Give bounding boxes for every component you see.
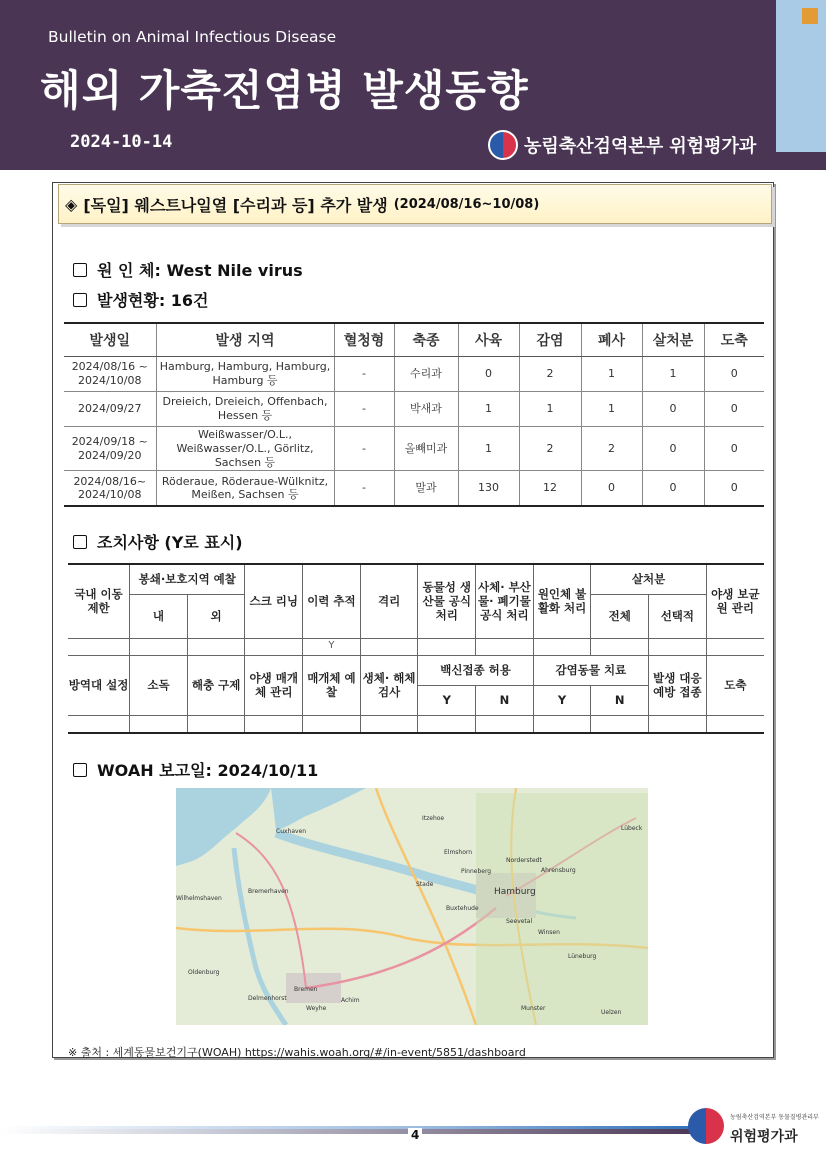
cell-raised: 0 <box>458 357 519 392</box>
bullet-measures <box>73 530 243 553</box>
page-number: 4 <box>408 1128 422 1142</box>
cell-region: Dreieich, Dreieich, Offenbach, Hessen 등 <box>156 392 334 427</box>
cell-infected: 2 <box>519 357 581 392</box>
header-treatment: 감염동물 치료 <box>533 655 648 685</box>
table-row <box>64 392 764 427</box>
header-accent-bar <box>776 0 826 152</box>
measures-value-row-1 <box>68 638 764 655</box>
map-label: Elmshorn <box>444 849 473 856</box>
header-culling-selective: 선택적 <box>649 594 707 638</box>
cell-slaughtered: 0 <box>704 471 764 507</box>
measures-value-row-2 <box>68 715 764 733</box>
cell-region: Weißwasser/O.L., Weißwasser/O.L., Görlitz, Sachsen 등 <box>156 427 334 471</box>
woah-text: WOAH 보고일: 2024/10/11 <box>97 761 319 780</box>
map-label: Achim <box>341 997 360 1004</box>
cell-raised: 1 <box>458 392 519 427</box>
header-wildlife: 야생 보균원 관리 <box>706 564 764 638</box>
map-label: Uelzen <box>601 1009 622 1016</box>
header-treat-n: N <box>591 685 649 715</box>
bullet-status <box>73 288 209 311</box>
cell-culled: 0 <box>642 392 704 427</box>
header-zone-in: 내 <box>130 594 188 638</box>
header-movement: 국내 이동 제한 <box>68 564 130 638</box>
footer-dept: 위험평가과 <box>730 1129 798 1145</box>
cell-slaughtered: 0 <box>704 392 764 427</box>
column-header: 도축 <box>704 323 764 357</box>
cell-slaughtered: 0 <box>704 427 764 471</box>
header-treat-y: Y <box>533 685 591 715</box>
cell-raised: 1 <box>458 427 519 471</box>
agency-name: 농림축산검역본부 위험평가과 <box>524 136 757 157</box>
section-period: (2024/08/16~10/08) <box>393 196 540 212</box>
section-heading <box>58 184 772 224</box>
map-label: Bremen <box>294 986 318 993</box>
header-vaccine-n: N <box>476 685 534 715</box>
table-row <box>64 427 764 471</box>
header-culling-all: 전체 <box>591 594 649 638</box>
source-prefix: ※ 출처 : 세계동물보건기구(WOAH) <box>68 1046 245 1059</box>
header-carcass: 사체· 부산물· 폐기물 공식 처리 <box>476 564 534 638</box>
map-label: Munster <box>521 1005 546 1012</box>
header-disinfection: 소독 <box>130 655 188 715</box>
map-label: Cuxhaven <box>276 828 307 835</box>
agent-text: 원 인 체: West Nile virus <box>97 261 303 280</box>
header-vaccine-y: Y <box>418 685 476 715</box>
bullet-woah <box>73 758 318 781</box>
source-note <box>68 1044 526 1060</box>
map-label: Wilhelmshaven <box>176 895 222 902</box>
header-vector-surveillance: 매개체 예찰 <box>303 655 361 715</box>
tracing-mark: Y <box>303 638 361 655</box>
map-label: Stade <box>416 881 434 888</box>
header-quarantine: 격리 <box>360 564 418 638</box>
cell-date: 2024/08/16 ~ 2024/10/08 <box>64 357 156 392</box>
header-products: 동물성 생산물 공식 처리 <box>418 564 476 638</box>
header-outbreak-vaccination: 발생 대응 예방 접종 <box>649 655 707 715</box>
map-label: Itzehoe <box>422 815 445 822</box>
column-header: 발생 지역 <box>156 323 334 357</box>
taegeuk-logo-icon <box>488 130 518 160</box>
checkbox-square-icon <box>73 535 87 549</box>
cell-slaughtered: 0 <box>704 357 764 392</box>
map-label: Bremerhaven <box>248 888 289 895</box>
footer-taegeuk-logo-icon <box>688 1108 724 1144</box>
header-zone-out: 외 <box>187 594 245 638</box>
outbreak-table <box>64 322 764 507</box>
table-header-row <box>64 323 764 357</box>
diamond-icon: ◈ <box>65 194 78 214</box>
bulletin-subtitle: Bulletin on Animal Infectious Disease <box>48 28 337 46</box>
header-wild-vector: 야생 매개체 관리 <box>245 655 303 715</box>
map-label: Norderstedt <box>506 857 542 864</box>
cell-serotype: - <box>334 392 394 427</box>
cell-serotype: - <box>334 427 394 471</box>
page-title: 해외 가축전염병 발생동향 <box>40 66 529 115</box>
cell-dead: 1 <box>581 357 642 392</box>
header-accent-square <box>802 8 818 24</box>
cell-infected: 12 <box>519 471 581 507</box>
header-vaccination: 백신접종 허용 <box>418 655 533 685</box>
cell-region: Röderaue, Röderaue-Wülknitz, Meißen, Sachsen 등 <box>156 471 334 507</box>
measures-header-row-3 <box>68 655 764 685</box>
section-title: [독일] 웨스트나일열 [수리과 등] 추가 발생 <box>83 195 388 215</box>
cell-species: 수리과 <box>394 357 458 392</box>
header-inactivation: 원인체 불활화 처리 <box>533 564 591 638</box>
cell-date: 2024/09/18 ~ 2024/09/20 <box>64 427 156 471</box>
header-tracing: 이력 추적 <box>303 564 361 638</box>
measures-header-row-1 <box>68 564 764 594</box>
cell-serotype: - <box>334 357 394 392</box>
cell-raised: 130 <box>458 471 519 507</box>
checkbox-square-icon <box>73 293 87 307</box>
cell-culled: 0 <box>642 427 704 471</box>
column-header: 살처분 <box>642 323 704 357</box>
column-header: 축종 <box>394 323 458 357</box>
cell-dead: 2 <box>581 427 642 471</box>
cell-species: 박새과 <box>394 392 458 427</box>
map-label: Oldenburg <box>188 969 220 976</box>
cell-date: 2024/09/27 <box>64 392 156 427</box>
cell-serotype: - <box>334 471 394 507</box>
publish-date: 2024-10-14 <box>70 132 173 152</box>
column-header: 폐사 <box>581 323 642 357</box>
map-label: Lübeck <box>621 825 643 832</box>
column-header: 혈청형 <box>334 323 394 357</box>
cell-species: 올빼미과 <box>394 427 458 471</box>
header-screening: 스크 리닝 <box>245 564 303 638</box>
map-label: Hamburg <box>494 887 536 897</box>
map-label: Lüneburg <box>568 953 597 960</box>
outbreak-map <box>176 788 648 1025</box>
footer-org: 농림축산검역본부 동물질병관리부 <box>730 1114 819 1121</box>
column-header: 사육 <box>458 323 519 357</box>
header-culling: 살처분 <box>591 564 706 594</box>
cell-dead: 0 <box>581 471 642 507</box>
header-zone: 봉쇄·보호지역 예찰 <box>130 564 245 594</box>
status-text: 발생현황: 16건 <box>97 291 209 310</box>
header-bio-testing: 생체· 해체 검사 <box>360 655 418 715</box>
table-row <box>64 471 764 507</box>
source-link[interactable]: https://wahis.woah.org/#/in-event/5851/dashboard <box>244 1046 526 1059</box>
cell-species: 말과 <box>394 471 458 507</box>
map-label: Buxtehude <box>446 905 479 912</box>
cell-culled: 0 <box>642 471 704 507</box>
table-row <box>64 357 764 392</box>
bullet-agent <box>73 258 303 281</box>
cell-infected: 2 <box>519 427 581 471</box>
checkbox-square-icon <box>73 263 87 277</box>
map-svg <box>176 788 648 1025</box>
checkbox-square-icon <box>73 763 87 777</box>
cell-dead: 1 <box>581 392 642 427</box>
cell-date: 2024/08/16~ 2024/10/08 <box>64 471 156 507</box>
map-label: Pinneberg <box>461 868 492 875</box>
header-zoning: 방역대 설정 <box>68 655 130 715</box>
header-pest-control: 해충 구제 <box>187 655 245 715</box>
cell-culled: 1 <box>642 357 704 392</box>
map-label: Ahrensburg <box>541 867 576 874</box>
map-label: Winsen <box>538 929 560 936</box>
measures-text: 조치사항 (Y로 표시) <box>97 533 243 552</box>
map-label: Delmenhorst <box>248 995 287 1002</box>
column-header: 발생일 <box>64 323 156 357</box>
cell-infected: 1 <box>519 392 581 427</box>
map-label: Seevetal <box>506 918 533 925</box>
header-slaughter: 도축 <box>706 655 764 715</box>
footer-divider-highlight <box>0 1126 700 1129</box>
cell-region: Hamburg, Hamburg, Hamburg, Hamburg 등 <box>156 357 334 392</box>
measures-table <box>68 563 764 734</box>
map-label: Weyhe <box>306 1005 327 1012</box>
column-header: 감염 <box>519 323 581 357</box>
agency-label <box>488 130 756 160</box>
